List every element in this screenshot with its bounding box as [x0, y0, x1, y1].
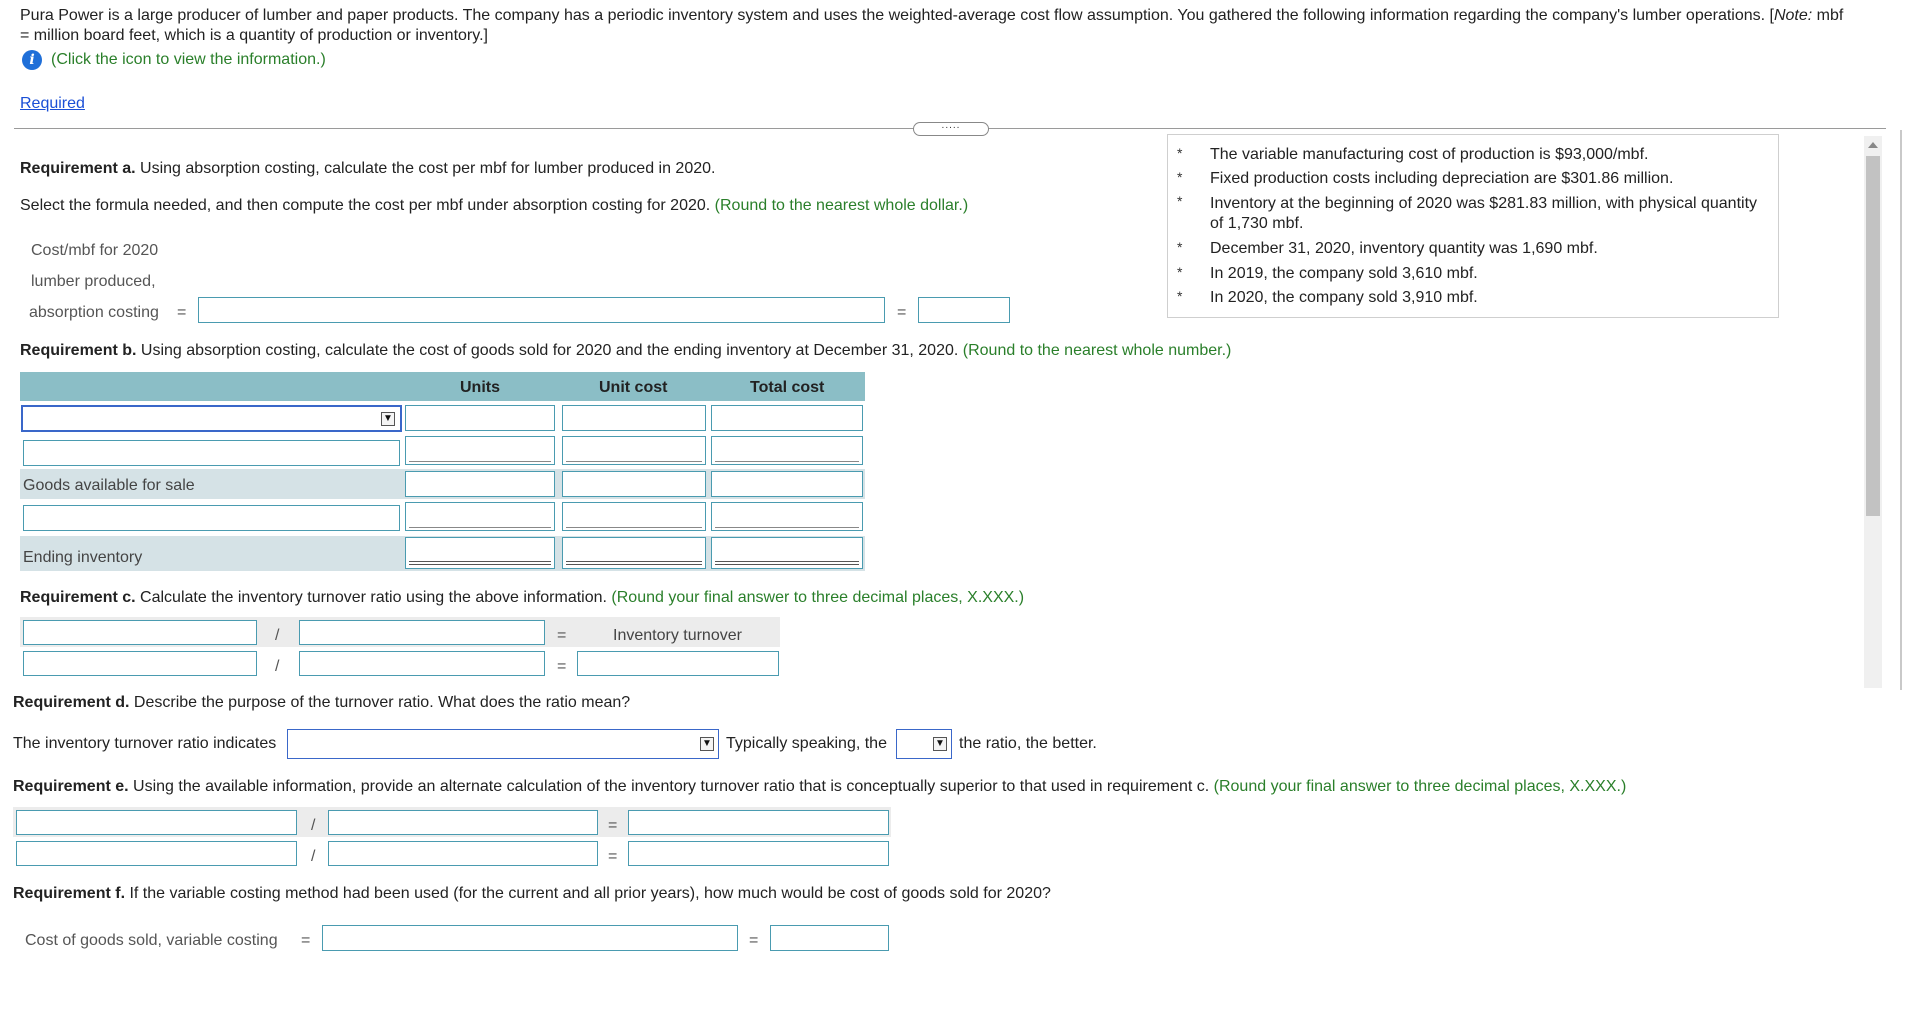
row2-units-input[interactable] — [405, 436, 555, 465]
ending-unit-cost-input[interactable] — [562, 537, 706, 569]
info-item: The variable manufacturing cost of production is $93,000/mbf. — [1210, 146, 1649, 163]
scrollbar-thumb[interactable] — [1866, 156, 1880, 516]
chevron-down-icon[interactable]: ▼ — [700, 737, 714, 751]
scroll-up-icon[interactable] — [1868, 142, 1878, 148]
cost-mbf-result-input[interactable] — [918, 297, 1010, 323]
row2-label-input[interactable] — [23, 440, 400, 466]
req-e-label: Requirement e. — [13, 778, 129, 795]
header-units: Units — [460, 379, 500, 396]
alt-numerator-label-input[interactable] — [16, 810, 297, 835]
req-e-text: Using the available information, provide an alternate calculation of the inventory turnover ratio that is conceptually superior to that used in requirement c. — [128, 778, 1214, 795]
alt-result-label-input[interactable] — [628, 810, 889, 835]
req-f-heading — [13, 885, 1051, 903]
goods-available-label: Goods available for sale — [23, 477, 195, 494]
alt-denominator-input[interactable] — [328, 841, 598, 866]
ratio-meaning-dropdown[interactable] — [287, 729, 719, 759]
cost-mbf-label-2: lumber produced, — [31, 273, 156, 290]
bullet: * — [1177, 288, 1183, 304]
turnover-denominator-input[interactable] — [299, 651, 545, 676]
row4-unit-cost-input[interactable] — [562, 502, 706, 531]
ending-total-cost-input[interactable] — [711, 537, 863, 569]
info-box — [1167, 134, 1779, 318]
beginning-item-dropdown[interactable] — [21, 405, 402, 432]
higher-lower-dropdown[interactable] — [896, 729, 952, 759]
cogs-formula-input[interactable] — [322, 925, 738, 951]
req-c-heading — [20, 589, 1024, 607]
slash-sign: / — [311, 817, 316, 834]
req-d-text: Describe the purpose of the turnover ratio. What does the ratio mean? — [129, 694, 631, 711]
bullet: * — [1177, 239, 1183, 255]
req-d-heading — [13, 694, 630, 712]
ending-inventory-label: Ending inventory — [23, 549, 143, 566]
turnover-numerator-input[interactable] — [23, 651, 257, 676]
req-b-round-note: (Round to the nearest whole number.) — [962, 342, 1232, 359]
row2-total-cost-input[interactable] — [711, 436, 863, 465]
intro-text-end: mbf — [1812, 7, 1844, 24]
req-c-round-note: (Round your final answer to three decimal places, X.XXX.) — [611, 589, 1025, 606]
click-info-text[interactable]: (Click the icon to view the information.) — [51, 51, 326, 68]
turnover-denominator-label-input[interactable] — [299, 620, 545, 645]
equals-sign: = — [608, 848, 618, 865]
alt-denominator-label-input[interactable] — [328, 810, 598, 835]
cost-mbf-label-3: absorption costing — [29, 304, 159, 321]
info-icon[interactable]: i — [22, 50, 42, 70]
scrollbar-track[interactable] — [1864, 136, 1882, 688]
req-b-text: Using absorption costing, calculate the cost of goods sold for 2020 and the ending inventory at December 31, 2020. — [136, 342, 963, 359]
equals-sign: = — [557, 627, 567, 644]
row4-total-cost-input[interactable] — [711, 502, 863, 531]
info-item: December 31, 2020, inventory quantity was 1,690 mbf. — [1210, 240, 1598, 257]
intro-text: Pura Power is a large producer of lumber and paper products. The company has a periodic inventory system and uses the weighted-average cost flow assumption. You gathered the following information regarding the company's lumber operations. [ — [20, 7, 1774, 24]
equals-sign: = — [177, 304, 187, 321]
bullet: * — [1177, 264, 1183, 280]
req-b-table-header — [20, 372, 865, 401]
divider-handle[interactable]: ..... — [913, 122, 989, 136]
header-unit-cost: Unit cost — [599, 379, 668, 396]
goods-unit-cost-input[interactable] — [562, 471, 706, 497]
pane-border — [1900, 130, 1902, 690]
equals-sign: = — [749, 932, 759, 949]
cost-mbf-label-1: Cost/mbf for 2020 — [31, 242, 159, 259]
info-item: In 2020, the company sold 3,910 mbf. — [1210, 289, 1478, 306]
cogs-result-input[interactable] — [770, 925, 889, 951]
info-item: Fixed production costs including depreciation are $301.86 million. — [1210, 170, 1674, 187]
header-total-cost: Total cost — [750, 379, 825, 396]
turnover-numerator-label-input[interactable] — [23, 620, 257, 645]
goods-total-cost-input[interactable] — [711, 471, 863, 497]
req-a-round-note: (Round to the nearest whole dollar.) — [714, 197, 969, 214]
ratio-better-label: the ratio, the better. — [959, 735, 1097, 752]
req-a-label: Requirement a. — [20, 160, 136, 177]
req-e-heading — [13, 778, 1626, 796]
required-link[interactable]: Required — [20, 95, 85, 112]
ending-units-input[interactable] — [405, 537, 555, 569]
turnover-result-input[interactable] — [577, 651, 779, 676]
req-b-label: Requirement b. — [20, 342, 137, 359]
info-item: of 1,730 mbf. — [1210, 215, 1304, 232]
note-label: Note: — [1773, 7, 1813, 24]
slash-sign: / — [311, 848, 316, 865]
req-e-round-note: (Round your final answer to three decimal places, X.XXX.) — [1213, 778, 1627, 795]
info-item: In 2019, the company sold 3,610 mbf. — [1210, 265, 1478, 282]
equals-sign: = — [897, 304, 907, 321]
req-f-label: Requirement f. — [13, 885, 126, 902]
alt-result-input[interactable] — [628, 841, 889, 866]
cost-formula-input[interactable] — [198, 297, 885, 323]
req-c-text: Calculate the inventory turnover ratio using the above information. — [135, 589, 612, 606]
goods-units-input[interactable] — [405, 471, 555, 497]
typically-speaking-label: Typically speaking, the — [726, 735, 887, 752]
chevron-down-icon[interactable]: ▼ — [933, 737, 947, 751]
req-a-heading — [20, 160, 715, 178]
ratio-indicates-label: The inventory turnover ratio indicates — [13, 735, 277, 752]
bullet: * — [1177, 145, 1183, 161]
equals-sign: = — [608, 817, 618, 834]
slash-sign: / — [275, 627, 280, 644]
slash-sign: / — [275, 658, 280, 675]
chevron-down-icon[interactable]: ▼ — [381, 412, 395, 426]
req-f-text: If the variable costing method had been used (for the current and all prior years), how much would be cost of goods sold for 2020? — [125, 885, 1051, 902]
row1-unit-cost-input[interactable] — [562, 405, 706, 431]
row1-total-cost-input[interactable] — [711, 405, 863, 431]
bullet: * — [1177, 169, 1183, 185]
row4-units-input[interactable] — [405, 502, 555, 531]
req-a-instruction-text: Select the formula needed, and then compute the cost per mbf under absorption costing for 2020. — [20, 197, 715, 214]
bullet: * — [1177, 193, 1183, 209]
inventory-turnover-label: Inventory turnover — [613, 627, 742, 644]
intro-line-1 — [20, 7, 1843, 25]
row2-unit-cost-input[interactable] — [562, 436, 706, 465]
req-b-heading — [20, 342, 1231, 360]
row1-units-input[interactable] — [405, 405, 555, 431]
req-a-text: Using absorption costing, calculate the cost per mbf for lumber produced in 2020. — [135, 160, 716, 177]
req-a-instruction — [20, 197, 968, 215]
intro-line-2: = million board feet, which is a quantity of production or inventory.] — [20, 27, 488, 44]
row4-label-input[interactable] — [23, 505, 400, 531]
cogs-variable-label: Cost of goods sold, variable costing — [25, 932, 278, 949]
equals-sign: = — [301, 932, 311, 949]
equals-sign: = — [557, 658, 567, 675]
info-item: Inventory at the beginning of 2020 was $281.83 million, with physical quantity — [1210, 195, 1758, 212]
req-c-label: Requirement c. — [20, 589, 136, 606]
alt-numerator-input[interactable] — [16, 841, 297, 866]
req-d-label: Requirement d. — [13, 694, 130, 711]
